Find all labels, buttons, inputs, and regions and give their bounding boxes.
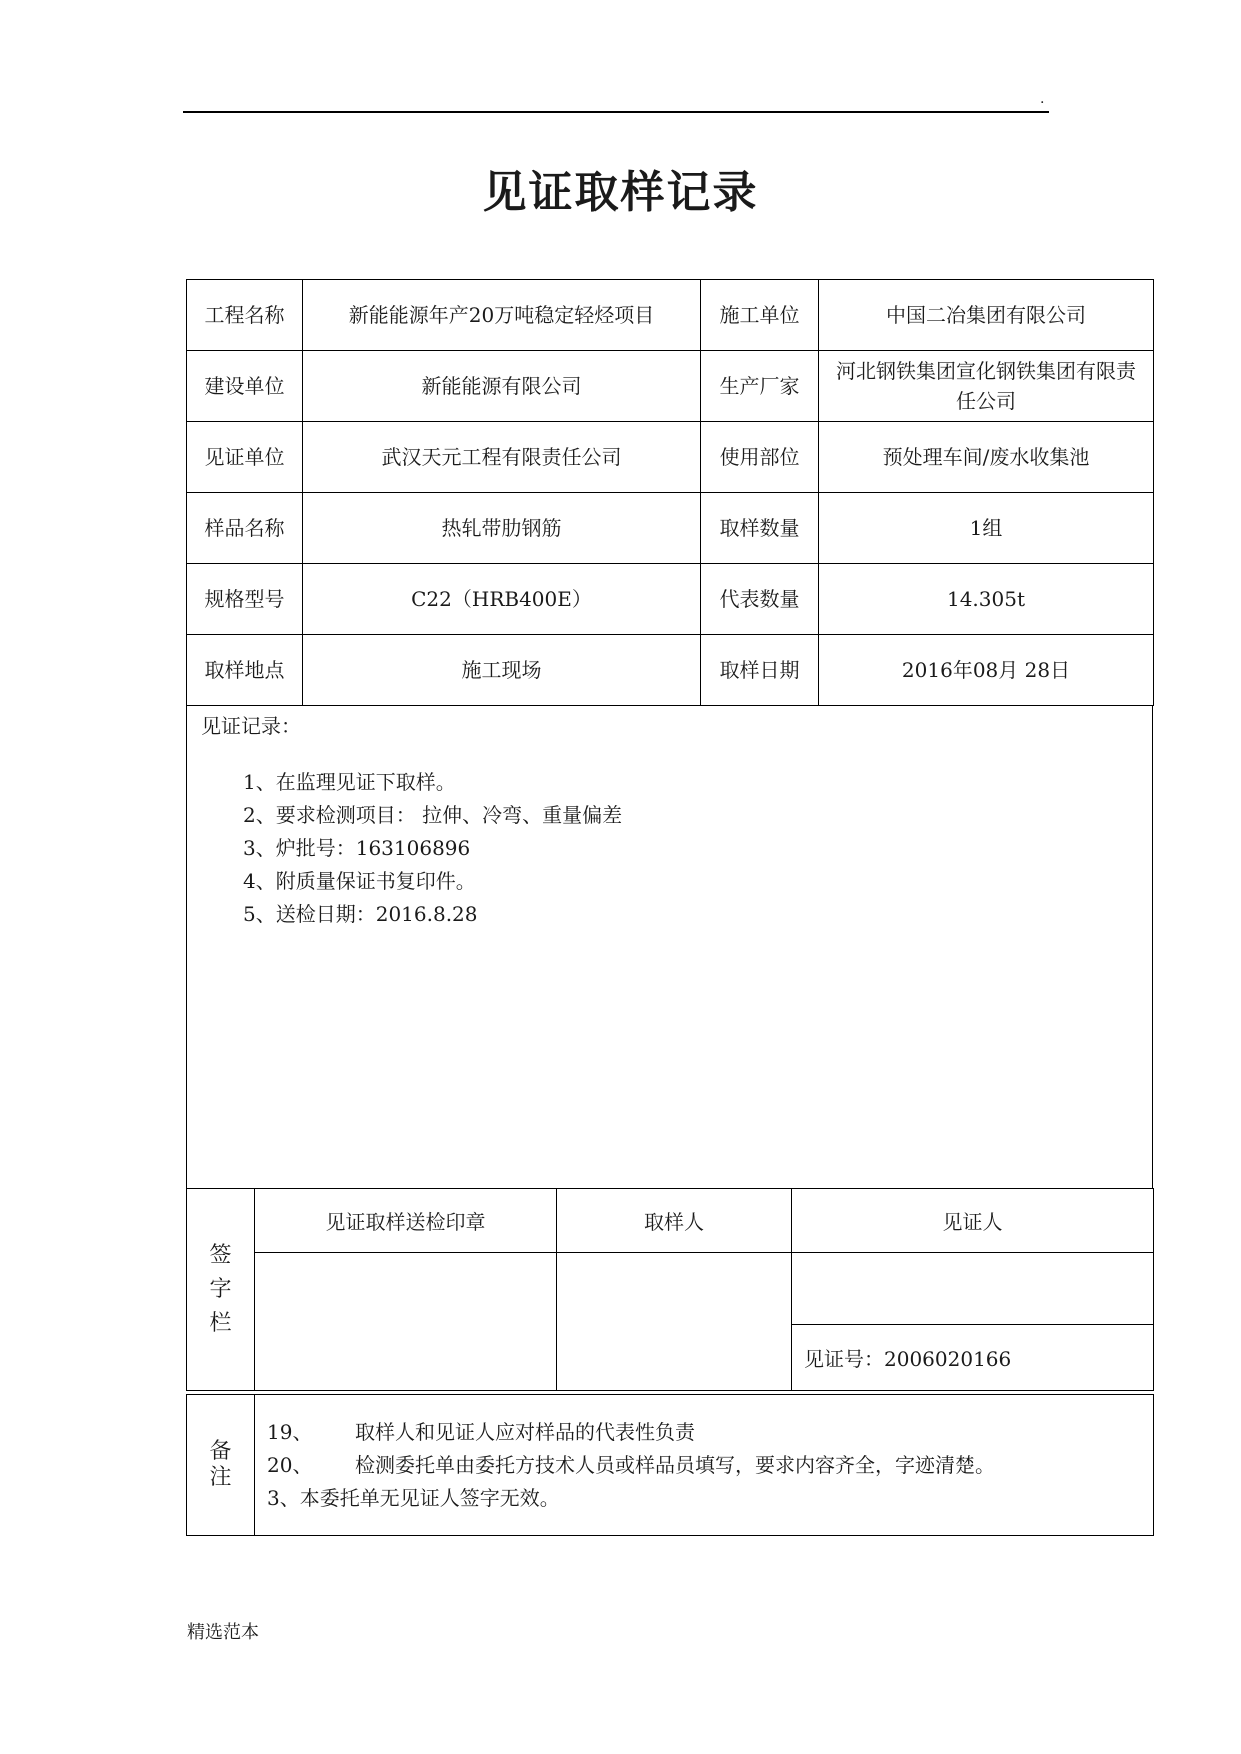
witness-number: 见证号：2006020166	[804, 1347, 1012, 1371]
info-row	[187, 422, 1154, 493]
info-row	[187, 280, 1154, 351]
field-label: 建设单位	[187, 351, 303, 422]
info-row	[187, 351, 1154, 422]
note-text: 3、本委托单无见证人签字无效。	[267, 1485, 560, 1510]
note-item	[267, 1482, 1153, 1515]
witness-record-heading: 见证记录：	[201, 714, 301, 738]
field-value: 施工现场	[303, 635, 701, 706]
signature-side-label: 签 字 栏	[187, 1189, 255, 1391]
field-value: 热轧带肋钢筋	[303, 493, 701, 564]
signature-table	[186, 1188, 1154, 1391]
sampler-column-header: 取样人	[557, 1189, 792, 1253]
field-label: 取样地点	[187, 635, 303, 706]
notes-table	[186, 1394, 1154, 1536]
field-label: 工程名称	[187, 280, 303, 351]
note-number: 19、	[267, 1419, 313, 1444]
info-row	[187, 564, 1154, 635]
note-item	[267, 1449, 1153, 1482]
witness-column-header: 见证人	[792, 1189, 1154, 1253]
record-item: 3、炉批号：163106896	[243, 836, 471, 860]
field-value: 预处理车间/废水收集池	[819, 422, 1154, 493]
field-label: 施工单位	[701, 280, 819, 351]
witness-record-section	[186, 706, 1153, 1188]
header-rule	[183, 111, 1049, 113]
record-item: 5、送检日期：2016.8.28	[243, 902, 478, 926]
field-label: 样品名称	[187, 493, 303, 564]
note-number: 20、	[267, 1452, 313, 1477]
page-title: 见证取样记录	[482, 167, 759, 218]
sample-info-table	[186, 279, 1154, 706]
footer-text: 精选范本	[187, 1622, 259, 1643]
note-text: 检测委托单由委托方技术人员或样品员填写，要求内容齐全，字迹清楚。	[355, 1452, 995, 1477]
witness-signature-area	[792, 1253, 1154, 1391]
field-value: 2016年08月 28日	[819, 635, 1154, 706]
info-row	[187, 635, 1154, 706]
field-value: 新能能源年产20万吨稳定轻烃项目	[303, 280, 701, 351]
field-value: 14.305t	[819, 564, 1154, 635]
field-value: 中国二冶集团有限公司	[819, 280, 1154, 351]
field-value: C22（HRB400E）	[303, 564, 701, 635]
stamp-column-header: 见证取样送检印章	[255, 1189, 557, 1253]
field-label: 规格型号	[187, 564, 303, 635]
field-label: 生产厂家	[701, 351, 819, 422]
field-value: 武汉天元工程有限责任公司	[303, 422, 701, 493]
field-value: 1组	[819, 493, 1154, 564]
stamp-area	[255, 1253, 557, 1391]
sampler-signature-area	[557, 1253, 792, 1391]
field-label: 代表数量	[701, 564, 819, 635]
field-label: 取样日期	[701, 635, 819, 706]
record-item: 2、要求检测项目： 拉伸、冷弯、重量偏差	[243, 803, 623, 827]
note-item	[267, 1416, 1153, 1449]
info-row	[187, 493, 1154, 564]
note-text: 取样人和见证人应对样品的代表性负责	[355, 1419, 695, 1444]
notes-list	[255, 1416, 1153, 1515]
field-label: 使用部位	[701, 422, 819, 493]
field-label: 见证单位	[187, 422, 303, 493]
field-value: 新能能源有限公司	[303, 351, 701, 422]
notes-content	[255, 1395, 1154, 1536]
record-item: 1、在监理见证下取样。	[243, 770, 456, 794]
witness-record-list	[243, 766, 622, 931]
record-item: 4、附质量保证书复印件。	[243, 869, 476, 893]
field-value: 河北钢铁集团宣化钢铁集团有限责任公司	[819, 351, 1154, 422]
field-label: 取样数量	[701, 493, 819, 564]
notes-side-label: 备 注	[187, 1395, 255, 1536]
witness-signature-slot	[792, 1253, 1153, 1325]
header-dot: .	[1040, 91, 1045, 107]
